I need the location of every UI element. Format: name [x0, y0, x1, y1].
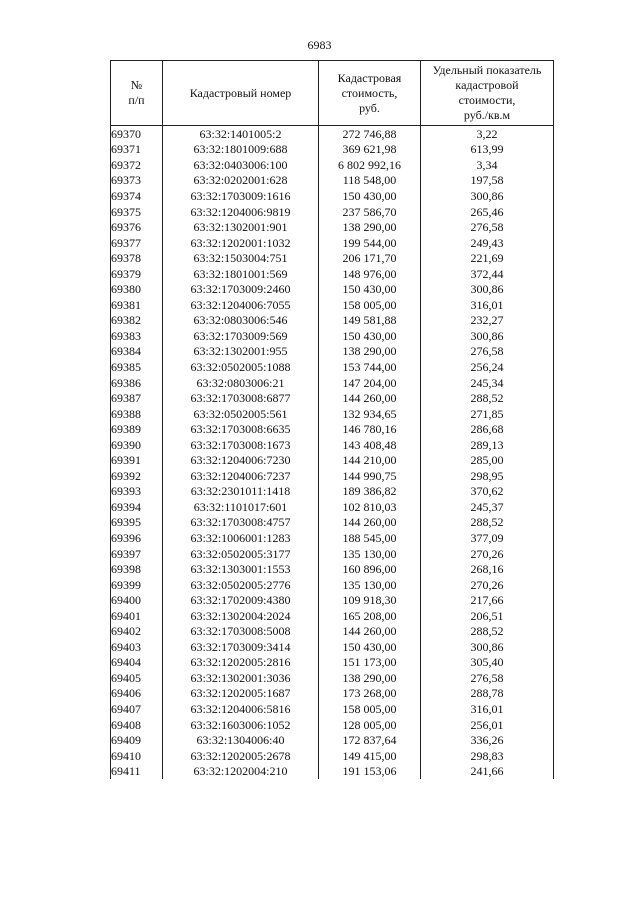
table-row [111, 250, 554, 266]
cadastral-value: 146 780,16 [319, 421, 421, 437]
row-number: 69407 [111, 701, 163, 717]
row-number: 69411 [111, 763, 163, 779]
table-row [111, 748, 554, 764]
specific-value: 3,22 [421, 126, 554, 142]
row-number: 69394 [111, 499, 163, 515]
cadastral-value: 189 386,82 [319, 484, 421, 500]
table-row [111, 546, 554, 562]
cadastral-value: 147 204,00 [319, 375, 421, 391]
specific-value: 271,85 [421, 406, 554, 422]
cadastral-number: 63:32:1703009:569 [163, 328, 319, 344]
cadastral-number: 63:32:1703009:2460 [163, 281, 319, 297]
cadastral-value: 128 005,00 [319, 717, 421, 733]
cadastral-number: 63:32:1204006:7237 [163, 468, 319, 484]
specific-value: 265,46 [421, 204, 554, 220]
row-number: 69396 [111, 530, 163, 546]
cadastral-value: 144 260,00 [319, 515, 421, 531]
table-row [111, 297, 554, 313]
specific-value: 276,58 [421, 219, 554, 235]
cadastral-value: 158 005,00 [319, 701, 421, 717]
row-number: 69400 [111, 592, 163, 608]
cadastral-number: 63:32:1202001:1032 [163, 235, 319, 251]
header-row [111, 61, 554, 126]
specific-value: 370,62 [421, 484, 554, 500]
row-number: 69395 [111, 515, 163, 531]
specific-value: 288,78 [421, 686, 554, 702]
cadastral-number: 63:32:1302004:2024 [163, 608, 319, 624]
table-row [111, 468, 554, 484]
row-number: 69409 [111, 732, 163, 748]
cadastral-value: 369 621,98 [319, 142, 421, 158]
table-row [111, 390, 554, 406]
row-number: 69377 [111, 235, 163, 251]
table-row [111, 655, 554, 671]
specific-value: 276,58 [421, 670, 554, 686]
specific-value: 3,34 [421, 157, 554, 173]
table-row [111, 732, 554, 748]
specific-value: 232,27 [421, 313, 554, 329]
cadastral-number: 63:32:0202001:628 [163, 173, 319, 189]
specific-value: 300,86 [421, 328, 554, 344]
row-number: 69376 [111, 219, 163, 235]
cadastral-value: 149 581,88 [319, 313, 421, 329]
table-row [111, 266, 554, 282]
table-row [111, 484, 554, 500]
cadastral-value: 143 408,48 [319, 437, 421, 453]
cadastral-value: 160 896,00 [319, 561, 421, 577]
cadastral-number: 63:32:1204006:7055 [163, 297, 319, 313]
cadastral-value: 148 976,00 [319, 266, 421, 282]
cadastral-number: 63:32:1006001:1283 [163, 530, 319, 546]
cadastral-number: 63:32:1703009:3414 [163, 639, 319, 655]
row-number: 69397 [111, 546, 163, 562]
cadastral-value: 173 268,00 [319, 686, 421, 702]
row-number: 69384 [111, 344, 163, 360]
cadastral-value: 138 290,00 [319, 344, 421, 360]
specific-value: 300,86 [421, 281, 554, 297]
row-number: 69398 [111, 561, 163, 577]
cadastral-value: 102 810,03 [319, 499, 421, 515]
table-row [111, 670, 554, 686]
row-number: 69390 [111, 437, 163, 453]
cadastral-number: 63:32:1303001:1553 [163, 561, 319, 577]
row-number: 69389 [111, 421, 163, 437]
cadastral-number: 63:32:0803006:21 [163, 375, 319, 391]
row-number: 69391 [111, 452, 163, 468]
cadastral-value: 237 586,70 [319, 204, 421, 220]
table-body [111, 126, 554, 779]
cadastral-number: 63:32:1202004:210 [163, 763, 319, 779]
row-number: 69373 [111, 173, 163, 189]
cadastral-number: 63:32:1503004:751 [163, 250, 319, 266]
specific-value: 305,40 [421, 655, 554, 671]
cadastral-number: 63:32:1204006:7230 [163, 452, 319, 468]
cadastral-value: 144 260,00 [319, 624, 421, 640]
row-number: 69371 [111, 142, 163, 158]
table-row [111, 763, 554, 779]
row-number: 69402 [111, 624, 163, 640]
specific-value: 336,26 [421, 732, 554, 748]
table-row [111, 235, 554, 251]
cadastral-number: 63:32:1204006:9819 [163, 204, 319, 220]
table-row [111, 639, 554, 655]
cadastral-value: 153 744,00 [319, 359, 421, 375]
cadastral-number: 63:32:1302001:901 [163, 219, 319, 235]
cadastral-number: 63:32:1703008:4757 [163, 515, 319, 531]
table-row [111, 499, 554, 515]
specific-value: 249,43 [421, 235, 554, 251]
cadastral-value: 144 990,75 [319, 468, 421, 484]
specific-value: 613,99 [421, 142, 554, 158]
cadastral-number: 63:32:1703008:6877 [163, 390, 319, 406]
cadastral-number: 63:32:1202005:1687 [163, 686, 319, 702]
cadastral-number: 63:32:1101017:601 [163, 499, 319, 515]
row-number: 69406 [111, 686, 163, 702]
table-row [111, 421, 554, 437]
page-number: 6983 [307, 38, 332, 52]
cadastral-number: 63:32:1703008:5008 [163, 624, 319, 640]
cadastral-value: 6 802 992,16 [319, 157, 421, 173]
specific-value: 298,95 [421, 468, 554, 484]
cadastral-number: 63:32:0502005:1088 [163, 359, 319, 375]
header-specific-value: Удельный показатель кадастровой стоимости, руб./кв.м [421, 61, 554, 126]
row-number: 69408 [111, 717, 163, 733]
cadastral-number: 63:32:1202005:2678 [163, 748, 319, 764]
table-row [111, 281, 554, 297]
cadastral-value: 109 918,30 [319, 592, 421, 608]
specific-value: 256,24 [421, 359, 554, 375]
specific-value: 245,37 [421, 499, 554, 515]
specific-value: 286,68 [421, 421, 554, 437]
table-row [111, 188, 554, 204]
row-number: 69378 [111, 250, 163, 266]
row-number: 69404 [111, 655, 163, 671]
specific-value: 206,51 [421, 608, 554, 624]
cadastral-value: 158 005,00 [319, 297, 421, 313]
specific-value: 288,52 [421, 515, 554, 531]
row-number: 69388 [111, 406, 163, 422]
row-number: 69401 [111, 608, 163, 624]
row-number: 69385 [111, 359, 163, 375]
cadastral-value: 118 548,00 [319, 173, 421, 189]
row-number: 69375 [111, 204, 163, 220]
row-number: 69393 [111, 484, 163, 500]
specific-value: 288,52 [421, 624, 554, 640]
table-row [111, 313, 554, 329]
table-row [111, 452, 554, 468]
specific-value: 372,44 [421, 266, 554, 282]
row-number: 69399 [111, 577, 163, 593]
cadastral-value: 150 430,00 [319, 639, 421, 655]
table-row [111, 157, 554, 173]
cadastral-value: 272 746,88 [319, 126, 421, 142]
specific-value: 268,16 [421, 561, 554, 577]
header-cadastral-number: Кадастровый номер [163, 61, 319, 126]
row-number: 69392 [111, 468, 163, 484]
table-row [111, 359, 554, 375]
specific-value: 245,34 [421, 375, 554, 391]
cadastral-value: 144 210,00 [319, 452, 421, 468]
table-row [111, 530, 554, 546]
cadastral-value: 191 153,06 [319, 763, 421, 779]
row-number: 69372 [111, 157, 163, 173]
specific-value: 270,26 [421, 546, 554, 562]
cadastral-value: 144 260,00 [319, 390, 421, 406]
cadastral-value: 199 544,00 [319, 235, 421, 251]
specific-value: 276,58 [421, 344, 554, 360]
specific-value: 316,01 [421, 297, 554, 313]
specific-value: 316,01 [421, 701, 554, 717]
table-row [111, 142, 554, 158]
row-number: 69379 [111, 266, 163, 282]
table-row [111, 406, 554, 422]
cadastral-number: 63:32:1703008:1673 [163, 437, 319, 453]
table-row [111, 561, 554, 577]
cadastral-value: 135 130,00 [319, 546, 421, 562]
table-row [111, 592, 554, 608]
cadastral-number: 63:32:0803006:546 [163, 313, 319, 329]
cadastral-number: 63:32:1603006:1052 [163, 717, 319, 733]
cadastral-value: 165 208,00 [319, 608, 421, 624]
table-row [111, 577, 554, 593]
cadastral-number: 63:32:0502005:2776 [163, 577, 319, 593]
table-row [111, 344, 554, 360]
row-number: 69386 [111, 375, 163, 391]
table-row [111, 328, 554, 344]
cadastral-value: 151 173,00 [319, 655, 421, 671]
specific-value: 300,86 [421, 639, 554, 655]
cadastral-number: 63:32:1302001:955 [163, 344, 319, 360]
cadastral-number: 63:32:0403006:100 [163, 157, 319, 173]
cadastral-value-table [110, 60, 554, 779]
cadastral-number: 63:32:1703008:6635 [163, 421, 319, 437]
cadastral-value: 206 171,70 [319, 250, 421, 266]
cadastral-number: 63:32:0502005:3177 [163, 546, 319, 562]
cadastral-number: 63:32:1702009:4380 [163, 592, 319, 608]
cadastral-value: 149 415,00 [319, 748, 421, 764]
row-number: 69381 [111, 297, 163, 313]
cadastral-number: 63:32:1202005:2816 [163, 655, 319, 671]
specific-value: 221,69 [421, 250, 554, 266]
specific-value: 300,86 [421, 188, 554, 204]
row-number: 69383 [111, 328, 163, 344]
specific-value: 197,58 [421, 173, 554, 189]
specific-value: 288,52 [421, 390, 554, 406]
cadastral-number: 63:32:1401005:2 [163, 126, 319, 142]
table-row [111, 126, 554, 142]
specific-value: 270,26 [421, 577, 554, 593]
table-header [111, 61, 554, 126]
cadastral-value: 150 430,00 [319, 281, 421, 297]
specific-value: 285,00 [421, 452, 554, 468]
row-number: 69410 [111, 748, 163, 764]
cadastral-value: 138 290,00 [319, 670, 421, 686]
cadastral-value: 172 837,64 [319, 732, 421, 748]
row-number: 69374 [111, 188, 163, 204]
table-row [111, 219, 554, 235]
cadastral-number: 63:32:2301011:1418 [163, 484, 319, 500]
table-row [111, 515, 554, 531]
cadastral-value: 188 545,00 [319, 530, 421, 546]
cadastral-number: 63:32:1304006:40 [163, 732, 319, 748]
header-row-number: № п/п [111, 61, 163, 126]
specific-value: 289,13 [421, 437, 554, 453]
specific-value: 241,66 [421, 763, 554, 779]
cadastral-value: 150 430,00 [319, 328, 421, 344]
row-number: 69387 [111, 390, 163, 406]
table-row [111, 173, 554, 189]
cadastral-number: 63:32:1204006:5816 [163, 701, 319, 717]
table-row [111, 375, 554, 391]
table-row [111, 437, 554, 453]
cadastral-value: 132 934,65 [319, 406, 421, 422]
table-row [111, 624, 554, 640]
cadastral-value: 135 130,00 [319, 577, 421, 593]
row-number: 69380 [111, 281, 163, 297]
cadastral-number: 63:32:1703009:1616 [163, 188, 319, 204]
specific-value: 377,09 [421, 530, 554, 546]
specific-value: 256,01 [421, 717, 554, 733]
table-row [111, 701, 554, 717]
table-row [111, 204, 554, 220]
row-number: 69382 [111, 313, 163, 329]
cadastral-number: 63:32:1302001:3036 [163, 670, 319, 686]
table-row [111, 686, 554, 702]
cadastral-number: 63:32:0502005:561 [163, 406, 319, 422]
cadastral-value: 138 290,00 [319, 219, 421, 235]
row-number: 69370 [111, 126, 163, 142]
cadastral-number: 63:32:1801009:688 [163, 142, 319, 158]
cadastral-value: 150 430,00 [319, 188, 421, 204]
table-row [111, 608, 554, 624]
row-number: 69403 [111, 639, 163, 655]
specific-value: 298,83 [421, 748, 554, 764]
cadastral-number: 63:32:1801001:569 [163, 266, 319, 282]
table-row [111, 717, 554, 733]
specific-value: 217,66 [421, 592, 554, 608]
row-number: 69405 [111, 670, 163, 686]
header-cadastral-value: Кадастровая стоимость, руб. [319, 61, 421, 126]
